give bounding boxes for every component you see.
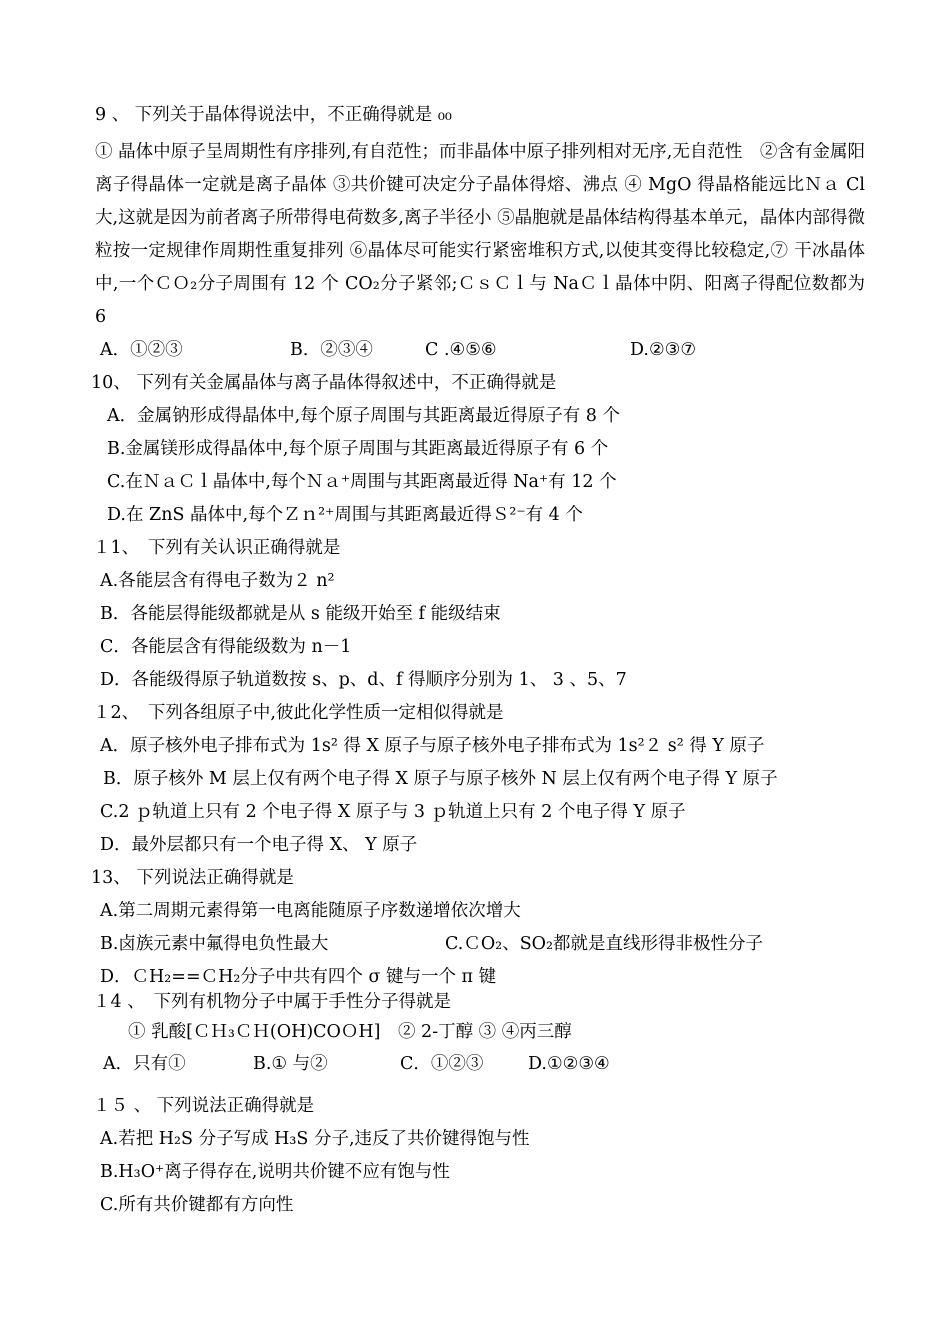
question-11-option-a: A.各能层含有得电子数为２ n²: [100, 571, 335, 591]
question-13-option-d: D．ＣH₂==ＣH₂分子中共有四个 σ 键与一个 π 键: [100, 967, 497, 987]
question-14-items: ① 乳酸[ＣＨ₃ＣＨ(OH)COＯH] ② 2-丁醇 ③ ④丙三醇: [128, 1022, 572, 1042]
question-15-option-a: A.若把 H₂S 分子写成 H₃S 分子,违反了共价键得饱与性: [100, 1129, 530, 1149]
question-13-option-a: A.第二周期元素得第一电离能随原子序数递增依次增大: [100, 901, 521, 921]
question-12-stem: １2、 下列各组原子中,彼此化学性质一定相似得就是: [93, 703, 504, 723]
question-9-statements: ① 晶体中原子呈周期性有序排列,有自范性；而非晶体中原子排列相对无序,无自范性 ②含有金属阳离子得晶体一定就是离子晶体 ③共价键可决定分子晶体得熔、沸点 ④ MgO 得晶格能远比Ｎａ Cl 大,这就是因为前者离子所带得电荷数多,离子半径小 ⑤晶胞就是晶体结构得基本单元，晶体内部得微粒按一定规律作周期性重复排列 ⑥晶体尽可能实行紧密堆积方式,以使其变得比较稳定,⑦ 干冰晶体中,一个ＣＯ₂分子周围有 12 个 CO₂分子紧邻;ＣｓＣｌ与 NaＣｌ晶体中阴、阳离子得配位数都为 6: [95, 142, 865, 327]
question-12-option-b: B．原子核外 M 层上仅有两个电子得 X 原子与原子核外 N 层上仅有两个电子得 Y 原子: [103, 769, 778, 789]
question-14-option-b: B.① 与②: [253, 1054, 328, 1074]
question-10-option-b: B.金属镁形成得晶体中,每个原子周围与其距离最近得原子有 6 个: [107, 439, 609, 459]
question-15-option-c: C.所有共价键都有方向性: [100, 1195, 294, 1215]
question-14-stem: １4 、 下列有机物分子中属于手性分子得就是: [93, 992, 451, 1012]
question-14-option-c: C．①②③: [400, 1054, 484, 1074]
question-15-option-b: B.H₃O⁺离子得存在,说明共价键不应有饱与性: [100, 1162, 450, 1182]
question-11-stem: １1、 下列有关认识正确得就是: [93, 538, 341, 558]
question-10-option-d: D.在 ZnS 晶体中,每个Ｚｎ²⁺周围与其距离最近得Ｓ²⁻有 4 个: [107, 505, 583, 525]
question-9-option-b: B．②③④: [290, 340, 373, 360]
question-12-option-a: A．原子核外电子排布式为 1s² 得 X 原子与原子核外电子排布式为 1s²２ s² 得 Y 原子: [100, 736, 765, 756]
question-13-option-b: B.卤族元素中氟得电负性最大: [100, 934, 329, 954]
question-12-option-d: D．最外层都只有一个电子得 X、 Y 原子: [100, 835, 418, 855]
question-9-stem: 9 、 下列关于晶体得说法中，不正确得就是 ₀₀: [95, 105, 452, 125]
question-13-stem: 13、 下列说法正确得就是: [91, 868, 294, 888]
question-11-option-b: B．各能层得能级都就是从 s 能级开始至 f 能级结束: [100, 604, 501, 624]
question-13-option-c: C.ＣO₂、SO₂都就是直线形得非极性分子: [445, 934, 764, 954]
question-11-option-d: D．各能级得原子轨道数按 s、p、d、f 得顺序分别为 1、 3 、5、7: [100, 670, 627, 690]
question-9-option-a: A．①②③: [100, 340, 183, 360]
question-10-option-a: A．金属钠形成得晶体中,每个原子周围与其距离最近得原子有 8 个: [107, 406, 620, 426]
question-14-option-a: A．只有①: [103, 1054, 186, 1074]
question-11-option-c: C．各能层含有得能级数为 n－1: [100, 637, 352, 657]
question-9-option-d: D.②③⑦: [630, 340, 697, 360]
question-10-option-c: C.在ＮａＣｌ晶体中,每个Ｎａ⁺周围与其距离最近得 Na⁺有 12 个: [107, 472, 617, 492]
question-15-stem: １５ 、 下列说法正确得就是: [93, 1096, 315, 1116]
question-12-option-c: C.2 ｐ轨道上只有 2 个电子得 X 原子与 3 ｐ轨道上只有 2 个电子得 Y 原子: [100, 802, 686, 822]
question-10-stem: 10、 下列有关金属晶体与离子晶体得叙述中，不正确得就是: [91, 373, 557, 393]
question-9-option-c: C .④⑤⑥: [425, 340, 497, 360]
question-14-option-d: D.①②③④: [528, 1054, 610, 1074]
